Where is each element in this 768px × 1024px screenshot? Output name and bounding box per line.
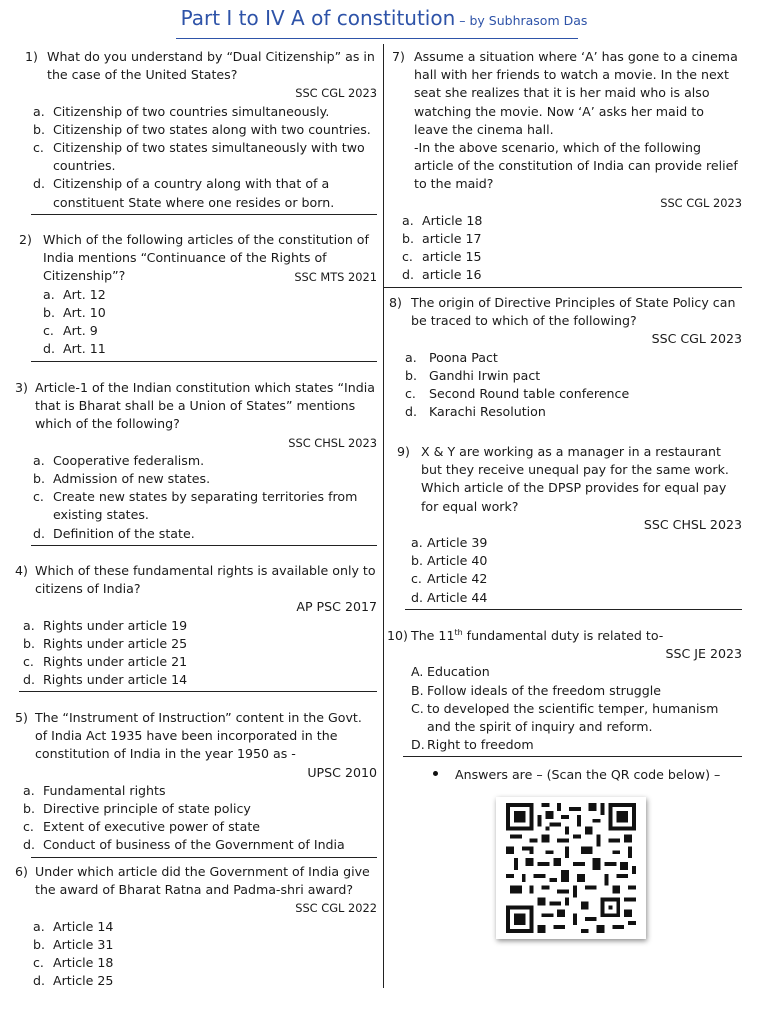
question-text: Article-1 of the Indian constitution which states “India that is Bharat shall be a Union of States” mentions which of the following?	[35, 380, 375, 432]
option-b: b. Gandhi Irwin pact	[405, 367, 541, 383]
bullet-icon	[433, 771, 438, 776]
option-b: b. Admission of new states.	[33, 471, 211, 487]
question-6	[15, 863, 377, 990]
option-d: d. Article 44	[411, 589, 488, 605]
option-c: c. Art. 9	[43, 323, 98, 339]
option-d: d. Rights under article 14	[23, 672, 188, 688]
separator-rule	[384, 287, 742, 288]
exam-source: SSC CGL 2023	[295, 86, 377, 101]
question-stem: 2) Which of the following articles of the constitution of India mentions “Continuance of the Rights of Citizenship”?	[19, 232, 369, 284]
title-main: Part I to IV A of constitution	[180, 6, 456, 30]
option-d: d. Karachi Resolution	[405, 404, 546, 420]
question-stem: 10) The 11th fundamental duty is related to-	[387, 627, 664, 643]
question-8	[389, 294, 742, 421]
option-c: C. to developed the scientific temper, humanism and the spirit of inquiry and reform.	[411, 700, 719, 735]
option-b: b. Art. 10	[43, 305, 106, 321]
option-a: a. Fundamental rights	[23, 782, 166, 798]
exam-source: SSC CGL 2023	[651, 331, 742, 347]
question-stem: 7) Assume a situation where ‘A’ has gone to a cinema hall with her friends to watch a movie. In the next seat she realizes that it is her maid who is also watching the movie. Now ‘A’ asks her maid to leave the cinema hall.	[392, 49, 738, 137]
option-a: a. Poona Pact	[405, 349, 498, 365]
exam-source: SSC JE 2023	[665, 646, 742, 662]
option-d: d. Citizenship of a country along with that of a constituent State where one resides or born.	[33, 176, 335, 210]
option-d: d. article 16	[402, 267, 482, 283]
option-b: b. Citizenship of two states along with two countries.	[33, 121, 371, 137]
question-stem: 8) The origin of Directive Principles of State Policy can be traced to which of the following?	[389, 295, 736, 329]
question-3	[15, 379, 377, 546]
separator-rule	[31, 361, 377, 362]
question-2	[19, 231, 377, 362]
option-c: c. Create new states by separating territories from existing states.	[33, 489, 358, 523]
question-10	[387, 627, 742, 757]
option-b: b. Article 31	[33, 936, 114, 952]
option-b: b. Article 40	[411, 553, 488, 569]
option-c: c. Article 18	[33, 955, 114, 971]
answers-note	[433, 766, 720, 784]
question-stem	[25, 48, 377, 84]
question-text: Which of the following articles of the constitution of India mentions “Continuance of the Rights of Citizenship”?	[43, 232, 369, 284]
separator-rule	[31, 857, 377, 858]
question-stem: 3) Article-1 of the Indian constitution which states “India that is Bharat shall be a Union of States” mentions which of the following?	[15, 380, 375, 432]
option-c: c. Citizenship of two states simultaneously with two countries.	[33, 140, 365, 174]
option-d: d. Article 25	[33, 973, 114, 989]
question-1	[25, 48, 377, 215]
separator-rule	[31, 214, 377, 215]
option-b: b. Rights under article 25	[23, 635, 188, 651]
option-c: c. Extent of executive power of state	[23, 819, 261, 835]
option-a: a. Rights under article 19	[23, 617, 188, 633]
separator-rule	[19, 691, 377, 692]
qr-code-icon	[505, 803, 637, 933]
exam-source: SSC CGL 2023	[660, 195, 742, 210]
exam-source: UPSC 2010	[307, 764, 377, 780]
column-divider	[383, 44, 384, 988]
answers-qr-code[interactable]	[496, 797, 646, 939]
option-a: A. Education	[411, 664, 490, 680]
option-b: b. article 17	[402, 231, 482, 247]
option-a: a. Article 39	[411, 535, 488, 551]
option-c: c. Rights under article 21	[23, 654, 188, 670]
answers-note-text: Answers are – (Scan the QR code below) –	[455, 767, 721, 782]
question-7	[392, 48, 742, 288]
exam-source: SSC CGL 2022	[295, 901, 377, 916]
question-text: The origin of Directive Principles of State Policy can be traced to which of the following?	[411, 295, 736, 329]
option-a: a. Citizenship of two countries simultaneously.	[33, 103, 330, 119]
question-text: X & Y are working as a manager in a restaurant but they receive unequal pay for the same work. Which article of the DPSP provides for equal pay for equal work?	[421, 444, 729, 514]
option-d: d. Definition of the state.	[33, 525, 195, 541]
separator-rule	[405, 609, 742, 610]
option-a: a. Art. 12	[43, 286, 106, 302]
question-4	[15, 562, 377, 692]
option-d: d. Art. 11	[43, 341, 106, 357]
question-text: Under which article did the Government of India give the award of Bharat Ratna and Padma-shri award?	[35, 864, 370, 898]
question-5	[15, 709, 377, 858]
question-text: Assume a situation where ‘A’ has gone to a cinema hall with her friends to watch a movie. In the next seat she realizes that it is her maid who is also watching the movie. Now ‘A’ asks her maid to leave the cinema hall.	[414, 49, 738, 137]
option-d: D. Right to freedom	[411, 737, 534, 753]
option-d: d. Conduct of business of the Government of India	[23, 837, 345, 853]
exam-source: SSC CHSL 2023	[288, 435, 377, 450]
question-stem: 9) X & Y are working as a manager in a restaurant but they receive unequal pay for the same work. Which article of the DPSP provides for equal pay for equal work?	[397, 444, 729, 514]
option-c: c. Article 42	[411, 571, 488, 587]
exam-source: AP PSC 2017	[296, 599, 377, 615]
option-c: c. article 15	[402, 249, 482, 265]
question-text: Which of these fundamental rights is available only to citizens of India?	[35, 563, 376, 597]
question-text: What do you understand by “Dual Citizenship” as in the case of the United States?	[47, 49, 375, 83]
question-stem: 6) Under which article did the Government of India give the award of Bharat Ratna and Padma-shri award?	[15, 864, 370, 898]
option-a: a. Cooperative federalism.	[33, 452, 205, 468]
page-title	[0, 6, 768, 30]
question-text: The “Instrument of Instruction” content in the Govt. of India Act 1935 have been incorporated in the constitution of India in the year 1950 as -	[35, 710, 362, 762]
exam-source: SSC CHSL 2023	[643, 516, 742, 532]
title-author: – by Subhrasom Das	[455, 13, 588, 28]
question-text-continued: -In the above scenario, which of the following article of the constitution of India can provide relief to the maid?	[414, 140, 738, 192]
question-stem: 4) Which of these fundamental rights is available only to citizens of India?	[15, 563, 376, 597]
separator-rule	[403, 756, 742, 757]
title-underline	[176, 38, 578, 39]
question-9	[397, 443, 742, 610]
question-number: 1)	[25, 49, 38, 64]
option-a: a. Article 18	[402, 212, 483, 228]
option-b: B. Follow ideals of the freedom struggle	[411, 682, 662, 698]
question-stem: 5) The “Instrument of Instruction” content in the Govt. of India Act 1935 have been incorporated in the constitution of India in the year 1950 as -	[15, 710, 362, 762]
separator-rule	[31, 545, 377, 546]
option-c: c. Second Round table conference	[405, 386, 630, 402]
option-a: a. Article 14	[33, 918, 114, 934]
exam-source: SSC MTS 2021	[294, 269, 377, 284]
option-b: b. Directive principle of state policy	[23, 801, 251, 817]
